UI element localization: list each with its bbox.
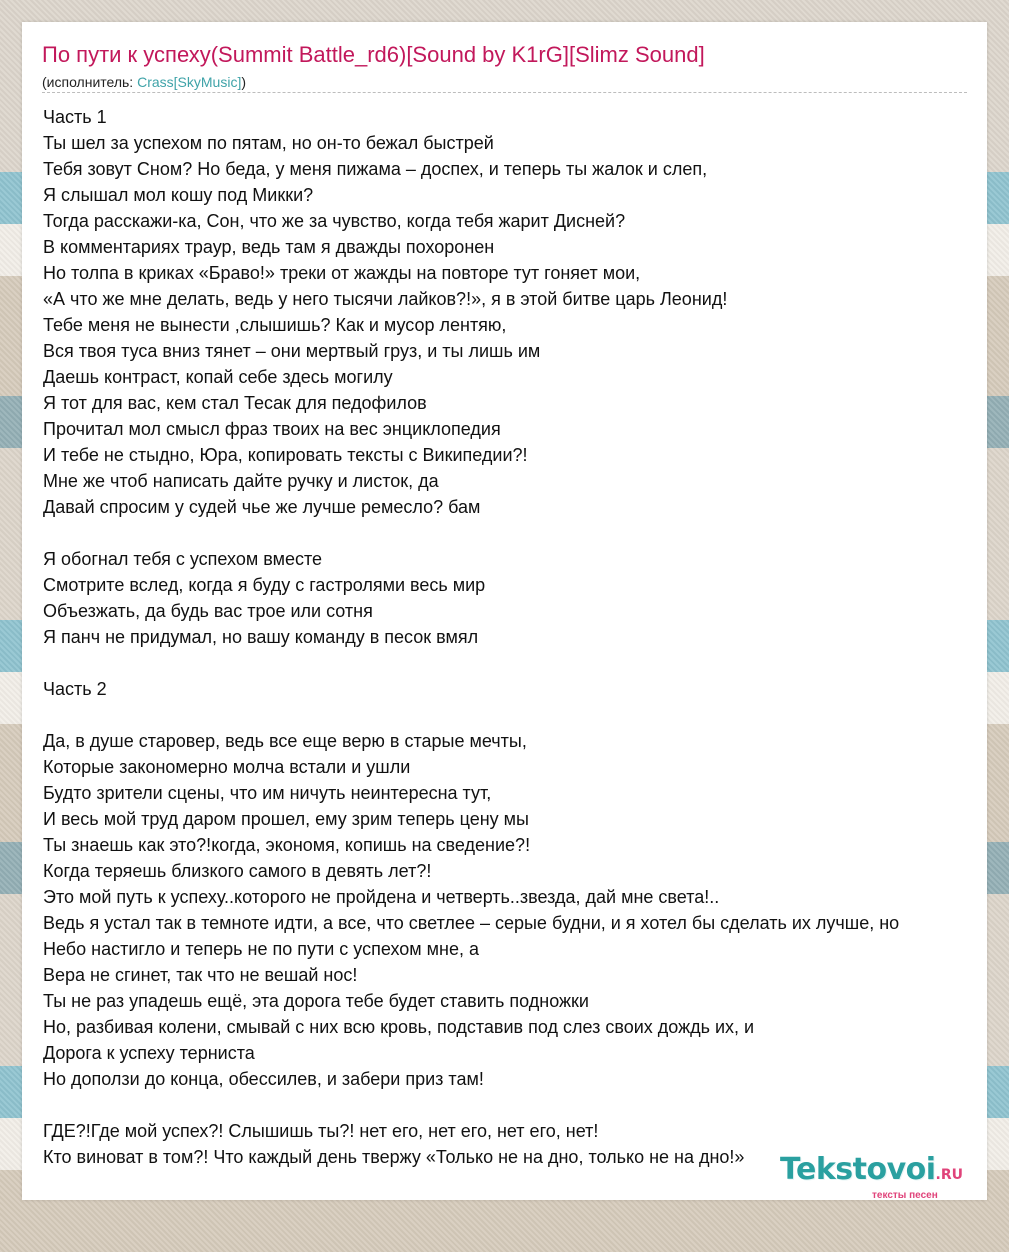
lyrics-blank-line [43, 520, 899, 546]
lyrics-line: Тебе меня не вынести ,слышишь? Как и мусор лентяю, [43, 315, 507, 335]
lyrics-line: В комментариях траур, ведь там я дважды похоронен [43, 237, 495, 257]
lyrics-line: Давай спросим у судей чье же лучше ремесло? бам [43, 497, 481, 517]
artist-link[interactable]: Crass[SkyMusic] [137, 74, 242, 90]
lyrics-line: «А что же мне делать, ведь у него тысячи лайков?!», я в этой битве царь Леонид! [43, 289, 728, 309]
lyrics-line: Ведь я устал так в темноте идти, а все, что светлее – серые будни, и я хотел бы сделать их лучше, но [43, 913, 900, 933]
title-divider [42, 92, 967, 93]
lyrics-line: Дорога к успеху терниста [43, 1043, 255, 1063]
artist-suffix: ) [241, 74, 246, 90]
site-logo[interactable] [780, 1152, 964, 1200]
lyrics-line: Смотрите вслед, когда я буду с гастролями весь мир [43, 575, 486, 595]
lyrics-line: Но доползи до конца, обессилев, и забери приз там! [43, 1069, 484, 1089]
lyrics-line: Я тот для вас, кем стал Тесак для педофилов [43, 393, 427, 413]
lyrics-card [22, 22, 987, 1200]
lyrics-line: Но толпа в криках «Браво!» треки от жажды на повторе тут гоняет мои, [43, 263, 641, 283]
lyrics-line: Небо настигло и теперь не по пути с успехом мне, а [43, 939, 479, 959]
lyrics-line: Но, разбивая колени, смывай с них всю кровь, подставив под слез своих дождь их, и [43, 1017, 755, 1037]
lyrics-line: Мне же чтоб написать дайте ручку и листок, да [43, 471, 439, 491]
lyrics-blank-line [43, 650, 899, 676]
lyrics-line: Тогда расскажи-ка, Сон, что же за чувство, когда тебя жарит Дисней? [43, 211, 626, 231]
lyrics-line: Кто виноват в том?! Что каждый день твержу «Только не на дно, только не на дно!» [43, 1147, 745, 1167]
lyrics-line: Ты шел за успехом по пятам, но он-то бежал быстрей [43, 133, 494, 153]
lyrics-line: Которые закономерно молча встали и ушли [43, 757, 411, 777]
lyrics-line: Когда теряешь близкого самого в девять лет?! [43, 861, 432, 881]
logo-tagline: тексты песен [872, 1190, 938, 1200]
lyrics-line: Часть 1 [43, 107, 107, 127]
lyrics-line: Ты знаешь как это?!когда, экономя, копишь на сведение?! [43, 835, 531, 855]
lyrics-line: Прочитал мол смысл фраз твоих на вес энциклопедия [43, 419, 501, 439]
lyrics-line: И весь мой труд даром прошел, ему зрим теперь цену мы [43, 809, 529, 829]
lyrics-line: ГДЕ?!Где мой успех?! Слышишь ты?! нет его, нет его, нет его, нет! [43, 1121, 599, 1141]
logo-wordmark: Tekstovoi [780, 1152, 936, 1187]
lyrics-blank-line [43, 702, 899, 728]
lyrics-line: Ты не раз упадешь ещё, эта дорога тебе будет ставить подножки [43, 991, 589, 1011]
lyrics-text [43, 104, 899, 1170]
song-title: По пути к успеху(Summit Battle_rd6)[Sound by K1rG][Slimz Sound] [42, 42, 705, 67]
lyrics-line: Я обогнал тебя с успехом вместе [43, 549, 323, 569]
lyrics-line: Вера не сгинет, так что не вешай нос! [43, 965, 358, 985]
lyrics-line: Это мой путь к успеху..которого не пройдена и четверть..звезда, дай мне света!.. [43, 887, 720, 907]
lyrics-line: Даешь контраст, копай себе здесь могилу [43, 367, 393, 387]
lyrics-line: И тебе не стыдно, Юра, копировать тексты с Википедии?! [43, 445, 528, 465]
lyrics-line: Тебя зовут Сном? Но беда, у меня пижама – доспех, и теперь ты жалок и слеп, [43, 159, 708, 179]
artist-line [42, 74, 246, 90]
artist-prefix: (исполнитель: [42, 74, 138, 90]
lyrics-line: Будто зрители сцены, что им ничуть неинтересна тут, [43, 783, 492, 803]
lyrics-line: Да, в душе старовер, ведь все еще верю в старые мечты, [43, 731, 527, 751]
lyrics-line: Я слышал мол кошу под Микки? [43, 185, 314, 205]
lyrics-blank-line [43, 1092, 899, 1118]
lyrics-line: Объезжать, да будь вас трое или сотня [43, 601, 373, 621]
lyrics-line: Вся твоя туса вниз тянет – они мертвый груз, и ты лишь им [43, 341, 541, 361]
logo-domain: .RU [935, 1167, 964, 1183]
lyrics-line: Я панч не придумал, но вашу команду в песок вмял [43, 627, 479, 647]
lyrics-line: Часть 2 [43, 679, 107, 699]
